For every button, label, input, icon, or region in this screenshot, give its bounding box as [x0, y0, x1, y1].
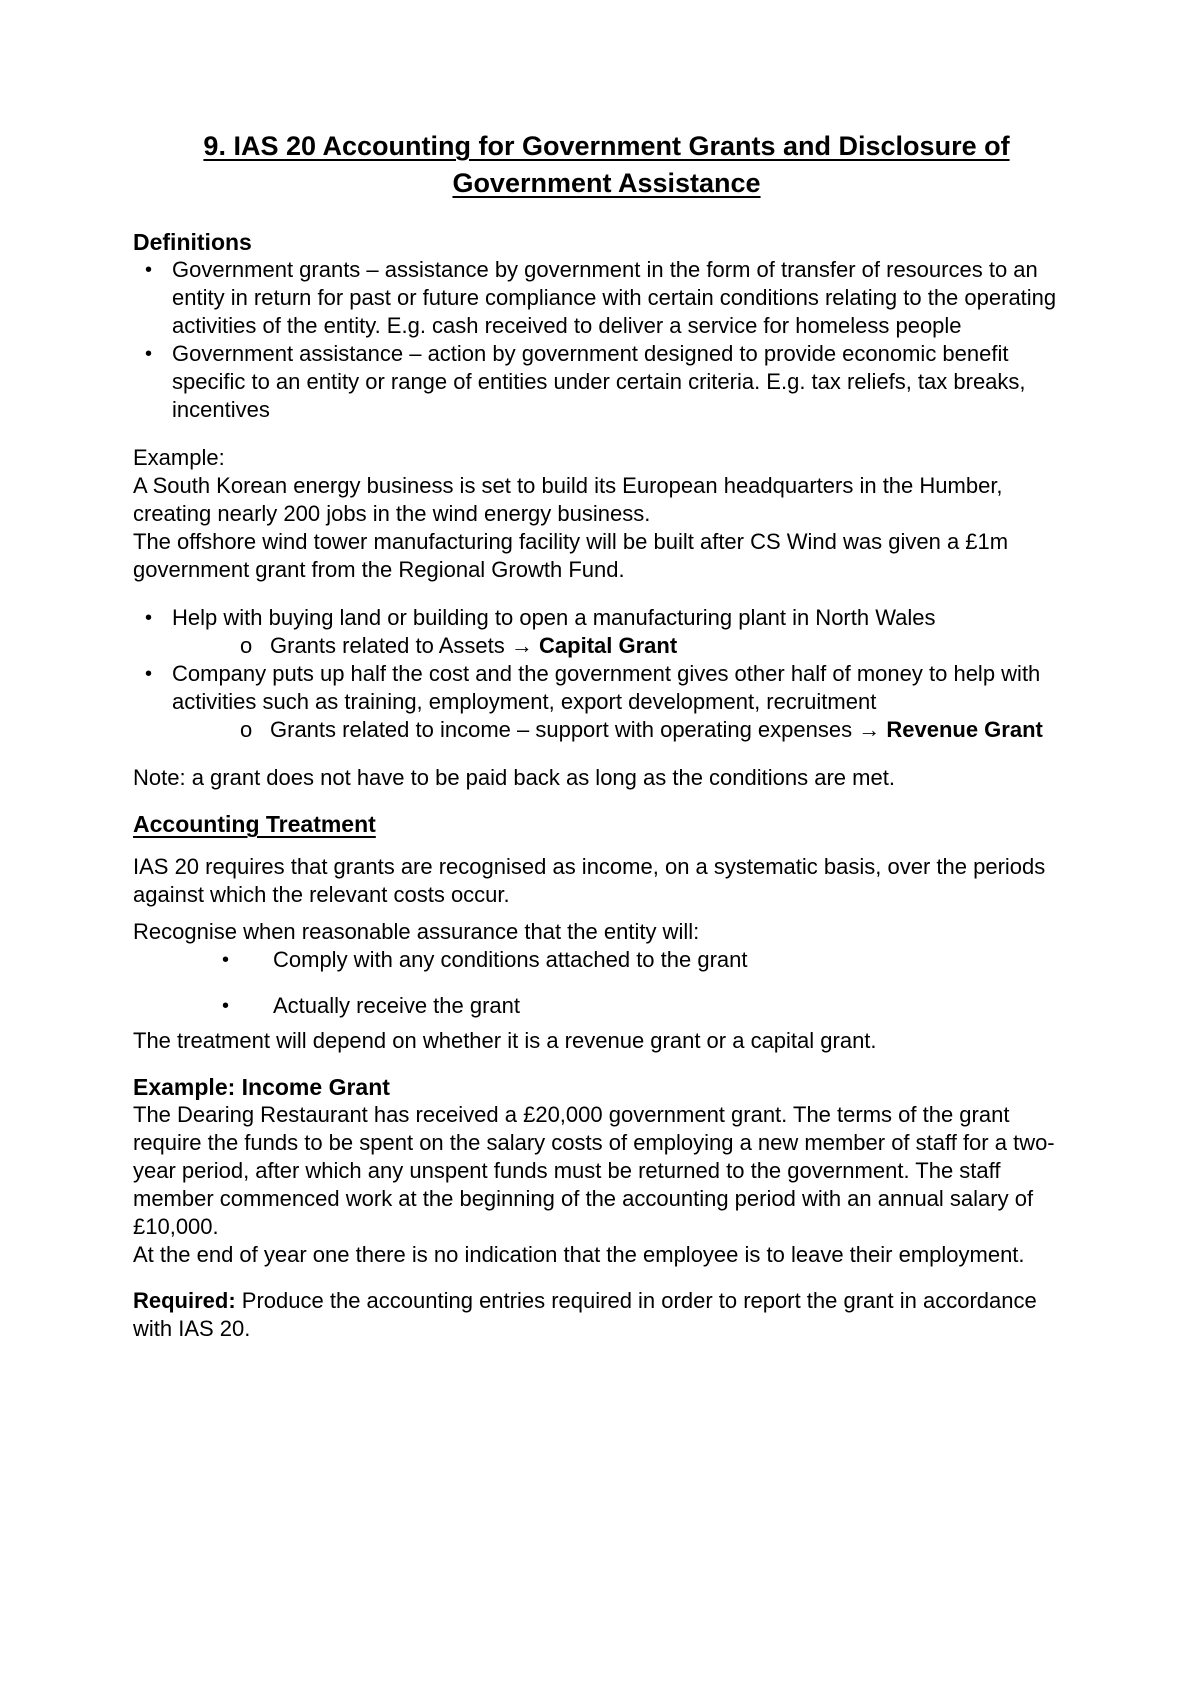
required-label: Required: — [133, 1288, 236, 1313]
list-item — [133, 256, 1080, 340]
required-text: Produce the accounting entries required in order to report the grant in accordance with IAS 20. — [133, 1288, 1037, 1341]
capital-grant-term: Capital Grant — [539, 633, 678, 658]
definition-assistance-text: Government assistance – action by government designed to provide economic benefit specific to an entity or range of entities under certain criteria. E.g. tax reliefs, tax breaks, incentives — [172, 341, 1026, 422]
circle-bullet-icon: o — [240, 633, 253, 658]
list-item — [133, 660, 1080, 716]
bullet-icon: • — [222, 995, 230, 1017]
capital-grant-bullet-text: Help with buying land or building to open a manufacturing plant in North Wales — [172, 605, 936, 630]
sub-list-item — [133, 632, 1080, 660]
revenue-grant-bullet-text: Company puts up half the cost and the government gives other half of money to help with activities such as training, employment, export development, recruitment — [172, 661, 1041, 714]
note-text: Note: a grant does not have to be paid back as long as the conditions are met. — [133, 765, 895, 790]
income-grant-paragraph: At the end of year one there is no indication that the employee is to leave their employment. — [133, 1242, 1025, 1267]
definition-grants-text: Government grants – assistance by government in the form of transfer of resources to an entity in return for past or future compliance with certain conditions relating to the operating activities of the entity. E.g. cash received to deliver a service for homeless people — [172, 257, 1057, 338]
revenue-grant-term: Revenue Grant — [886, 717, 1043, 742]
example-label: Example: — [133, 445, 225, 470]
income-grant-heading: Example: Income Grant — [133, 1074, 390, 1100]
circle-bullet-icon: o — [240, 717, 253, 742]
document-content — [133, 0, 1080, 1343]
example-line: The offshore wind tower manufacturing facility will be built after CS Wind was given a £1m government grant from the Regional Growth Fund. — [133, 529, 1009, 582]
accounting-treatment-heading: Accounting Treatment — [133, 811, 376, 837]
bullet-icon: • — [222, 949, 230, 971]
sub-text-prefix: Grants related to Assets → — [270, 633, 540, 658]
example-line: A South Korean energy business is set to build its European headquarters in the Humber, creating nearly 200 jobs in the wind energy business. — [133, 473, 1003, 526]
bullet-icon: • — [145, 607, 153, 629]
required-paragraph — [133, 1287, 1080, 1343]
definitions-heading: Definitions — [133, 229, 252, 255]
bullet-icon: • — [145, 663, 153, 685]
bullet-icon: • — [145, 343, 153, 365]
capital-grant-sub-text — [270, 632, 1080, 660]
list-item — [133, 604, 1080, 632]
page-title: 9. IAS 20 Accounting for Government Grants and Disclosure of Government Assistance — [203, 131, 1010, 198]
condition-list-item — [133, 946, 1080, 974]
recognise-paragraph: Recognise when reasonable assurance that the entity will: — [133, 919, 700, 944]
sub-text-prefix: Grants related to income – support with operating expenses → — [270, 717, 887, 742]
condition-list-item — [133, 992, 1080, 1020]
sub-list-item — [133, 716, 1080, 744]
income-grant-paragraph: The Dearing Restaurant has received a £20,000 government grant. The terms of the grant require the funds to be spent on the salary costs of employing a new member of staff for a two-year period, after which any unspent funds must be returned to the government. The staff member commenced work at the beginning of the accounting period with an annual salary of £10,000. — [133, 1102, 1055, 1239]
treatment-depends-text: The treatment will depend on whether it is a revenue grant or a capital grant. — [133, 1028, 877, 1053]
condition-comply-text: Comply with any conditions attached to the grant — [273, 947, 748, 972]
bullet-icon: • — [145, 259, 153, 281]
treatment-paragraph: IAS 20 requires that grants are recognised as income, on a systematic basis, over the periods against which the relevant costs occur. — [133, 854, 1046, 907]
list-item — [133, 340, 1080, 424]
condition-receive-text: Actually receive the grant — [273, 993, 521, 1018]
revenue-grant-sub-text — [270, 716, 1080, 744]
